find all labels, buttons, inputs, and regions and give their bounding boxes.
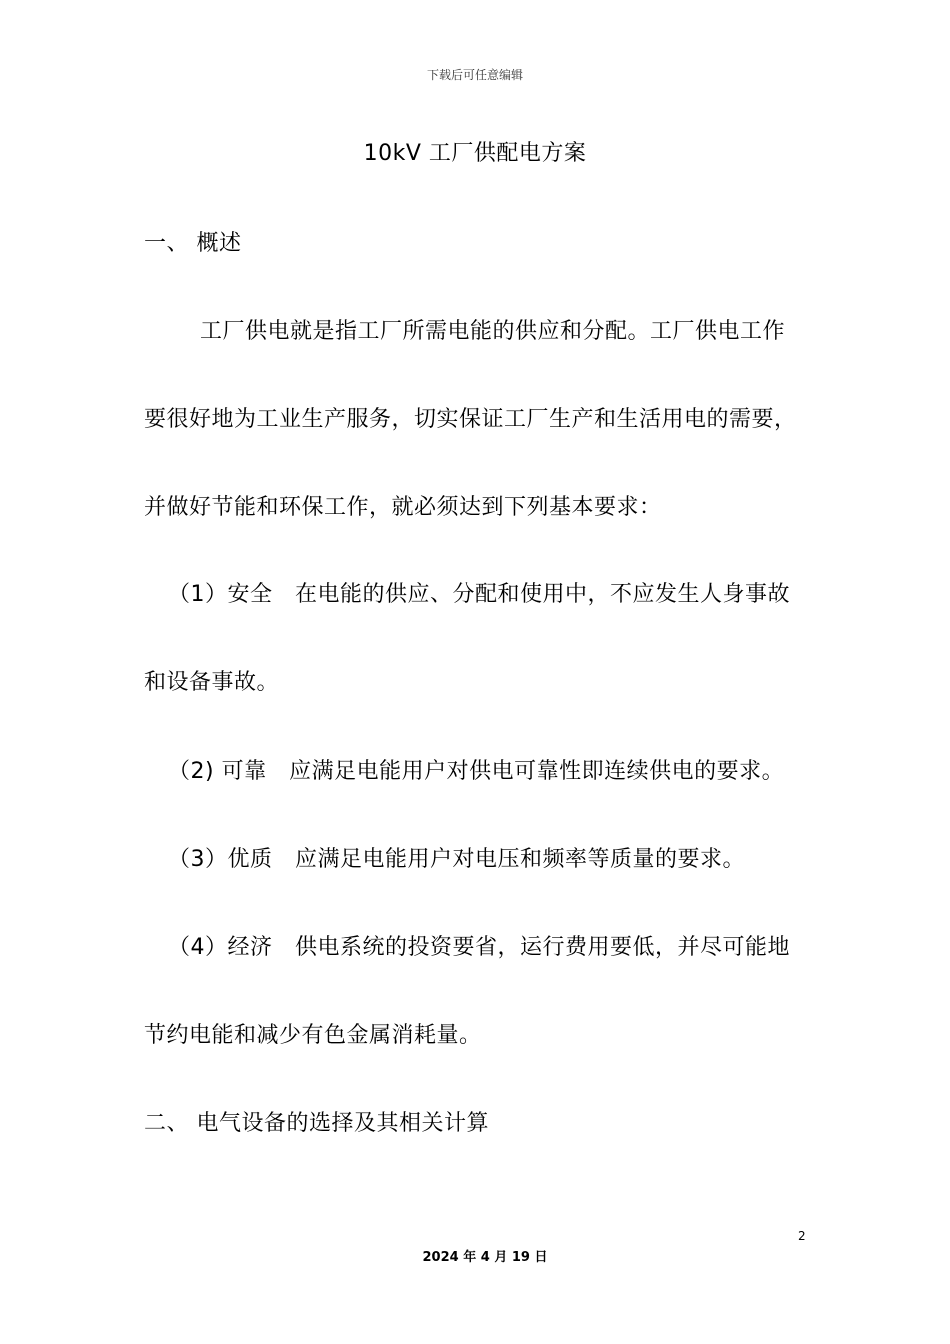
paragraph-line: 和设备事故。	[144, 670, 280, 695]
paragraph-line: 要很好地为工业生产服务，切实保证工厂生产和生活用电的需要，	[144, 407, 797, 432]
footer-date: 2024 年 4 月 19 日	[422, 1250, 548, 1265]
paragraph-line: 并做好节能和环保工作，就必须达到下列基本要求：	[144, 495, 662, 520]
section-heading-equipment: 二、 电气设备的选择及其相关计算	[144, 1111, 489, 1136]
list-item-safety: （1）安全 在电能的供应、分配和使用中，不应发生人身事故	[168, 582, 790, 607]
paragraph-line: 节约电能和减少有色金属消耗量。	[144, 1023, 482, 1048]
section-heading-overview: 一、 概述	[144, 231, 242, 256]
paragraph-line: 工厂供电就是指工厂所需电能的供应和分配。工厂供电工作	[200, 319, 786, 344]
document-title: 10kV 工厂供配电方案	[363, 141, 587, 166]
list-item-quality: （3）优质 应满足电能用户对电压和频率等质量的要求。	[168, 847, 745, 872]
page-number: 2	[798, 1229, 806, 1243]
list-item-reliability: （2) 可靠 应满足电能用户对供电可靠性即连续供电的要求。	[168, 759, 785, 784]
list-item-economy: （4）经济 供电系统的投资要省，运行费用要低，并尽可能地	[168, 935, 790, 960]
page-header: 下载后可任意编辑	[426, 68, 523, 82]
